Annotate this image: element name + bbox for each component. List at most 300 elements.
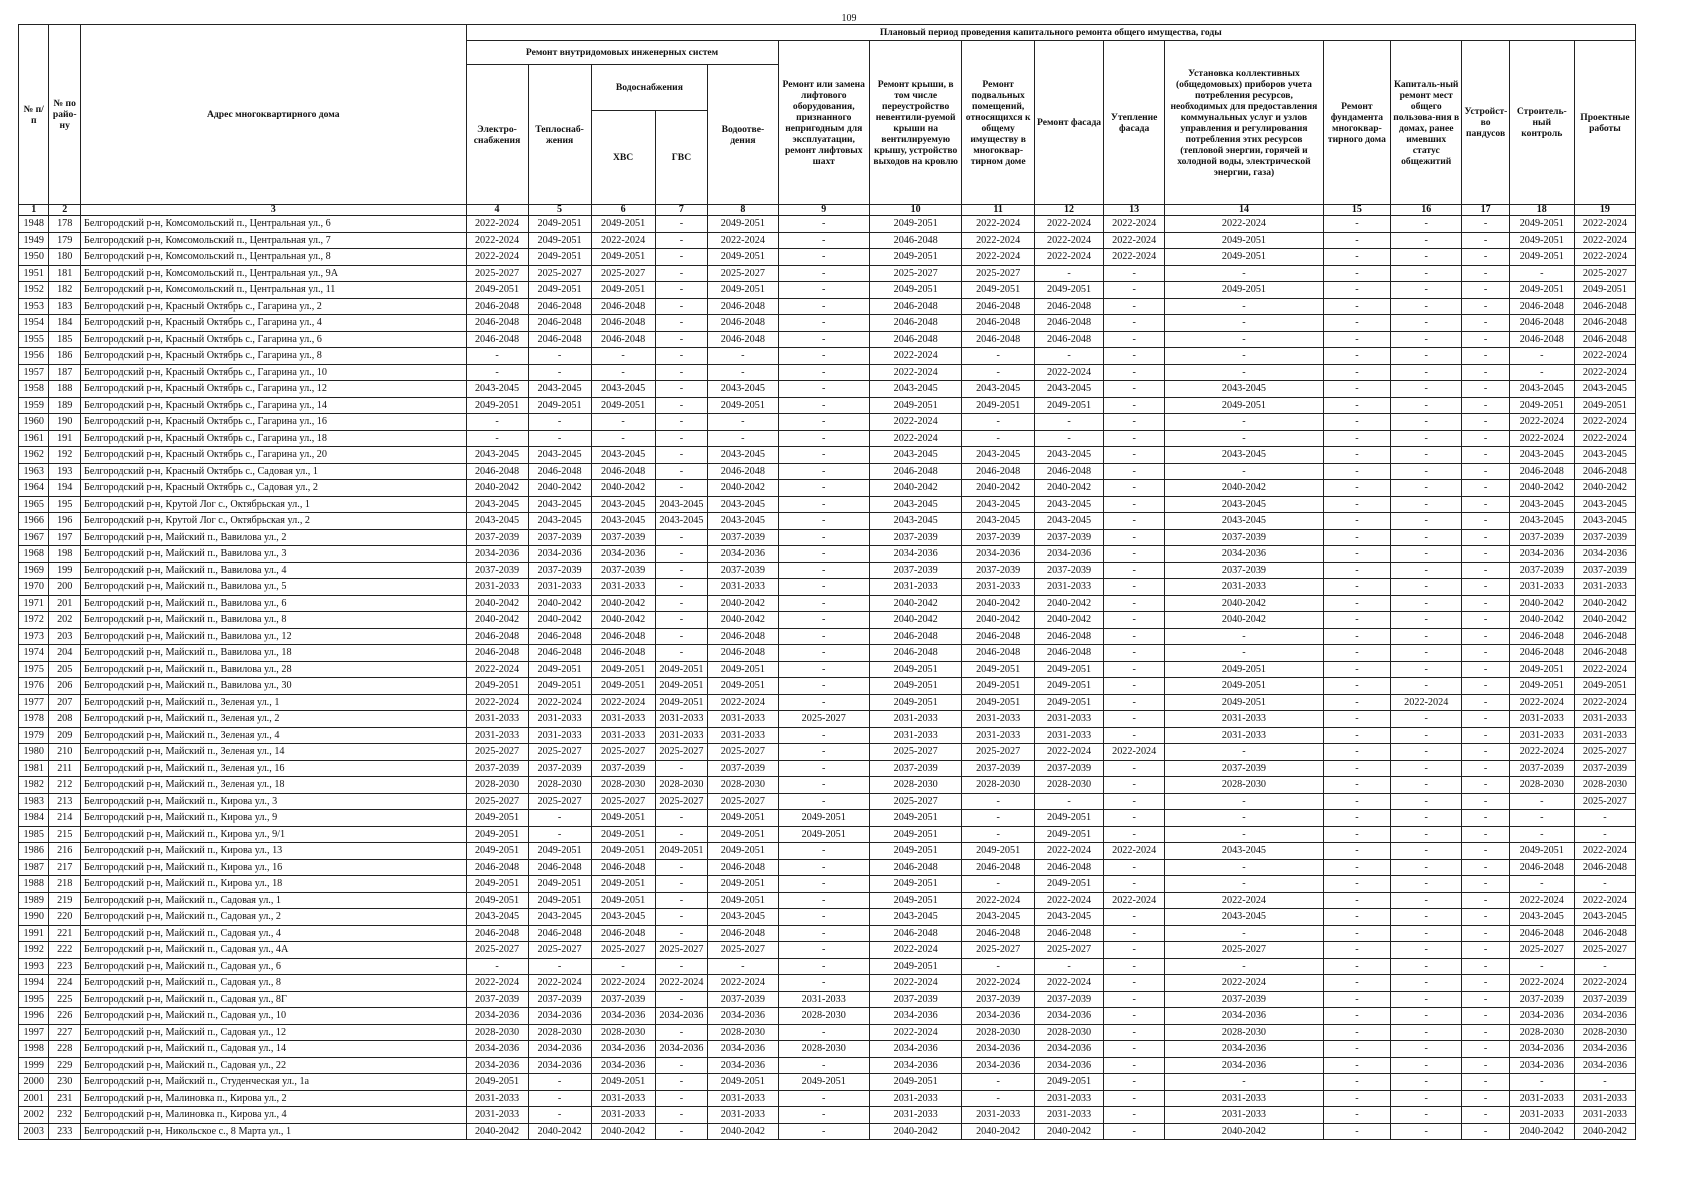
period-cell: - [1391,513,1462,530]
table-row [19,843,1636,860]
period-cell: 2040-2042 [869,612,961,629]
period-cell: - [778,942,869,959]
period-cell: 2046-2048 [528,925,591,942]
period-cell: 2049-2051 [1165,661,1324,678]
period-cell: 2025-2027 [1574,265,1635,282]
period-cell: 2049-2051 [869,282,961,299]
period-cell: - [1462,760,1509,777]
period-cell: 2043-2045 [869,513,961,530]
period-cell: 2037-2039 [869,991,961,1008]
address-cell: Белгородский р-н, Майский п., Кирова ул., 3 [80,793,466,810]
period-cell: - [528,348,591,365]
period-cell: 2025-2027 [528,942,591,959]
district-number-cell: 188 [49,381,81,398]
period-cell: 2034-2036 [869,546,961,563]
period-cell: - [1323,942,1390,959]
table-row [19,298,1636,315]
period-cell: 2049-2051 [591,892,655,909]
period-cell: 2049-2051 [466,810,528,827]
period-cell: - [655,958,708,975]
period-cell: - [1462,628,1509,645]
period-cell: - [778,595,869,612]
period-cell: 2034-2036 [869,1057,961,1074]
period-cell: - [1165,414,1324,431]
period-cell: 2049-2051 [655,661,708,678]
period-cell: 2025-2027 [466,942,528,959]
period-cell: - [778,1090,869,1107]
period-cell: 2028-2030 [708,777,778,794]
period-cell: - [1323,628,1390,645]
period-cell: 2046-2048 [1509,859,1574,876]
period-cell: 2034-2036 [1034,1041,1103,1058]
period-cell: 2025-2027 [591,744,655,761]
period-cell: - [655,529,708,546]
district-number-cell: 187 [49,364,81,381]
period-cell: 2040-2042 [1509,595,1574,612]
period-cell: - [1323,909,1390,926]
row-number-cell: 1967 [19,529,49,546]
period-cell: - [655,232,708,249]
period-cell: 2040-2042 [1165,1123,1324,1140]
row-number-cell: 1998 [19,1041,49,1058]
period-cell: 2034-2036 [591,1008,655,1025]
period-cell: - [778,612,869,629]
period-cell: - [1104,958,1165,975]
period-cell: 2022-2024 [466,661,528,678]
period-cell: - [778,628,869,645]
row-number-cell: 1966 [19,513,49,530]
period-cell: 2037-2039 [708,760,778,777]
period-cell: 2022-2024 [1104,232,1165,249]
table-row [19,925,1636,942]
period-cell: 2043-2045 [1034,381,1103,398]
period-cell: 2043-2045 [962,447,1034,464]
district-number-cell: 219 [49,892,81,909]
address-cell: Белгородский р-н, Майский п., Садовая ул., 6 [80,958,466,975]
row-number-cell: 1948 [19,216,49,233]
period-cell: 2043-2045 [528,513,591,530]
period-cell: 2046-2048 [962,315,1034,332]
period-cell: - [1391,381,1462,398]
period-cell: - [1104,1057,1165,1074]
district-number-cell: 203 [49,628,81,645]
period-cell: 2034-2036 [1165,1041,1324,1058]
period-cell: - [708,364,778,381]
period-cell: 2034-2036 [1509,546,1574,563]
period-cell: - [528,958,591,975]
period-cell: - [1323,1024,1390,1041]
period-cell: 2025-2027 [869,744,961,761]
period-cell: - [655,315,708,332]
period-cell: 2022-2024 [708,694,778,711]
period-cell: 2031-2033 [655,727,708,744]
period-cell: 2046-2048 [1034,645,1103,662]
period-cell: - [1323,315,1390,332]
period-cell: - [1391,975,1462,992]
period-cell: 2031-2033 [1034,727,1103,744]
period-cell: 2034-2036 [1574,546,1635,563]
address-cell: Белгородский р-н, Майский п., Студенческая ул., 1а [80,1074,466,1091]
period-cell: 2037-2039 [1574,529,1635,546]
period-cell: 2034-2036 [528,1008,591,1025]
period-cell: - [655,364,708,381]
period-cell: 2040-2042 [528,1123,591,1140]
period-cell: 2040-2042 [591,1123,655,1140]
period-cell: - [655,612,708,629]
period-cell: 2040-2042 [1509,480,1574,497]
period-cell: 2022-2024 [869,430,961,447]
period-cell: 2037-2039 [528,529,591,546]
header-electricity: Электро-снабжения [466,65,528,205]
period-cell: - [1462,447,1509,464]
period-cell: - [1165,925,1324,942]
period-cell: 2022-2024 [1574,892,1635,909]
period-cell: - [1462,694,1509,711]
period-cell: 2022-2024 [1104,892,1165,909]
header-district-number: № по райо-ну [49,25,81,205]
period-cell: - [528,1090,591,1107]
period-cell: - [778,282,869,299]
period-cell: 2049-2051 [655,678,708,695]
period-cell: 2046-2048 [1034,331,1103,348]
period-cell: 2046-2048 [1509,331,1574,348]
period-cell: 2049-2051 [708,810,778,827]
period-cell: 2043-2045 [708,909,778,926]
period-cell: 2031-2033 [869,711,961,728]
row-number-cell: 1955 [19,331,49,348]
period-cell: 2022-2024 [1574,249,1635,266]
period-cell: - [1574,1074,1635,1091]
period-cell: 2049-2051 [1509,397,1574,414]
district-number-cell: 183 [49,298,81,315]
period-cell: 2031-2033 [1574,579,1635,596]
period-cell: 2034-2036 [466,1057,528,1074]
period-cell: - [1104,661,1165,678]
period-cell: 2049-2051 [1574,678,1635,695]
period-cell: - [1462,612,1509,629]
address-cell: Белгородский р-н, Красный Октябрь с., Гагарина ул., 6 [80,331,466,348]
period-cell: 2046-2048 [869,925,961,942]
period-cell: - [1391,760,1462,777]
row-number-cell: 1949 [19,232,49,249]
period-cell: 2037-2039 [591,991,655,1008]
period-cell: - [1391,414,1462,431]
period-cell: 2022-2024 [869,348,961,365]
period-cell: 2022-2024 [1104,216,1165,233]
header-supervision: Строитель-ный контроль [1509,41,1574,205]
period-cell: - [1391,892,1462,909]
period-cell: - [778,265,869,282]
period-cell: 2034-2036 [466,1041,528,1058]
period-cell: - [1165,744,1324,761]
period-cell: 2034-2036 [708,1057,778,1074]
period-cell: 2040-2042 [1034,1123,1103,1140]
period-cell: 2046-2048 [1574,463,1635,480]
period-cell: - [655,1123,708,1140]
period-cell: - [1391,744,1462,761]
column-number: 3 [80,205,466,216]
period-cell: 2040-2042 [708,612,778,629]
period-cell: - [778,727,869,744]
period-cell: 2049-2051 [962,661,1034,678]
period-cell: 2034-2036 [1034,1057,1103,1074]
period-cell: - [1165,876,1324,893]
period-cell: - [1462,595,1509,612]
period-cell: 2043-2045 [869,447,961,464]
period-cell: 2049-2051 [1509,232,1574,249]
period-cell: - [778,447,869,464]
period-cell: - [1323,529,1390,546]
period-cell: - [1104,1107,1165,1124]
row-number-cell: 2001 [19,1090,49,1107]
period-cell: 2037-2039 [591,760,655,777]
period-cell: 2046-2048 [1509,645,1574,662]
row-number-cell: 1962 [19,447,49,464]
period-cell: - [1323,826,1390,843]
period-cell: 2040-2042 [1034,612,1103,629]
period-cell: 2046-2048 [1574,859,1635,876]
period-cell: - [1391,447,1462,464]
period-cell: 2049-2051 [869,397,961,414]
period-cell: 2046-2048 [528,463,591,480]
period-cell: 2043-2045 [466,909,528,926]
row-number-cell: 1988 [19,876,49,893]
period-cell: - [1323,546,1390,563]
period-cell: 2037-2039 [869,562,961,579]
district-number-cell: 228 [49,1041,81,1058]
period-cell: 2031-2033 [1034,579,1103,596]
period-cell: - [1165,826,1324,843]
period-cell: 2040-2042 [1509,1123,1574,1140]
period-cell: - [1574,810,1635,827]
period-cell: 2022-2024 [708,975,778,992]
period-cell: 2049-2051 [869,843,961,860]
address-cell: Белгородский р-н, Майский п., Садовая ул., 4А [80,942,466,959]
period-cell: 2040-2042 [591,612,655,629]
period-cell: - [962,430,1034,447]
period-cell: - [1104,282,1165,299]
period-cell: 2043-2045 [1034,447,1103,464]
address-cell: Белгородский р-н, Майский п., Вавилова ул., 2 [80,529,466,546]
address-cell: Белгородский р-н, Красный Октябрь с., Садовая ул., 1 [80,463,466,480]
period-cell: - [1462,1107,1509,1124]
column-number: 8 [708,205,778,216]
period-cell: - [778,694,869,711]
period-cell: 2028-2030 [528,777,591,794]
period-cell: 2049-2051 [528,216,591,233]
period-cell: 2049-2051 [528,892,591,909]
period-cell: 2025-2027 [1574,942,1635,959]
period-cell: 2034-2036 [591,1041,655,1058]
period-cell: 2043-2045 [708,381,778,398]
period-cell: 2046-2048 [528,628,591,645]
period-cell: 2031-2033 [528,711,591,728]
period-cell: 2043-2045 [1165,447,1324,464]
period-cell: - [1391,991,1462,1008]
period-cell: - [1323,727,1390,744]
period-cell: 2049-2051 [778,826,869,843]
period-cell: 2049-2051 [1509,249,1574,266]
period-cell: - [1165,645,1324,662]
period-cell: 2031-2033 [1165,1090,1324,1107]
period-cell: 2034-2036 [1574,1008,1635,1025]
period-cell: 2022-2024 [591,232,655,249]
district-number-cell: 216 [49,843,81,860]
table-row [19,694,1636,711]
period-cell: 2046-2048 [466,859,528,876]
period-cell: 2049-2051 [708,678,778,695]
period-cell: - [655,265,708,282]
period-cell: 2025-2027 [708,942,778,959]
period-cell: 2022-2024 [1104,843,1165,860]
period-cell: - [778,546,869,563]
district-number-cell: 205 [49,661,81,678]
period-cell: 2049-2051 [1509,282,1574,299]
period-cell: 2022-2024 [1034,249,1103,266]
period-cell: 2022-2024 [962,892,1034,909]
period-cell: - [1323,496,1390,513]
period-cell: 2031-2033 [1509,1107,1574,1124]
period-cell: - [1323,216,1390,233]
address-cell: Белгородский р-н, Красный Октябрь с., Гагарина ул., 4 [80,315,466,332]
period-cell: - [778,876,869,893]
period-cell: 2022-2024 [1574,430,1635,447]
period-cell: - [1462,661,1509,678]
period-cell: - [1391,249,1462,266]
address-cell: Белгородский р-н, Майский п., Садовая ул., 8Г [80,991,466,1008]
period-cell: 2043-2045 [1165,496,1324,513]
period-cell: 2046-2048 [466,628,528,645]
district-number-cell: 193 [49,463,81,480]
period-cell: - [466,430,528,447]
address-cell: Белгородский р-н, Майский п., Садовая ул., 14 [80,1041,466,1058]
period-cell: 2046-2048 [869,298,961,315]
period-cell: - [1323,579,1390,596]
period-cell: - [1104,562,1165,579]
district-number-cell: 199 [49,562,81,579]
period-cell: - [1391,826,1462,843]
district-number-cell: 227 [49,1024,81,1041]
district-number-cell: 202 [49,612,81,629]
period-cell: 2034-2036 [528,1041,591,1058]
period-cell: 2049-2051 [1034,661,1103,678]
period-cell: - [962,810,1034,827]
header-dormitory: Капиталь-ный ремонт мест общего пользова-ния в домах, ранее имевших статус общежитий [1391,41,1462,205]
period-cell: - [1104,496,1165,513]
period-cell: 2031-2033 [591,579,655,596]
period-cell: 2025-2027 [466,265,528,282]
table-row [19,397,1636,414]
period-cell: - [1104,678,1165,695]
period-cell: - [1323,364,1390,381]
period-cell: 2046-2048 [591,859,655,876]
period-cell: - [1165,315,1324,332]
period-cell: - [778,348,869,365]
period-cell: 2028-2030 [1509,777,1574,794]
row-number-cell: 1997 [19,1024,49,1041]
period-cell: - [1323,397,1390,414]
period-cell: 2040-2042 [1509,612,1574,629]
period-cell: 2043-2045 [1509,496,1574,513]
period-cell: - [655,826,708,843]
header-foundation: Ремонт фундамента многоквар-тирного дома [1323,41,1390,205]
period-cell: - [1323,793,1390,810]
period-cell: 2022-2024 [1574,414,1635,431]
period-cell: - [962,793,1034,810]
period-cell: - [1323,348,1390,365]
period-cell: 2049-2051 [869,678,961,695]
period-cell: 2043-2045 [869,381,961,398]
period-cell: 2037-2039 [1509,991,1574,1008]
row-number-cell: 1973 [19,628,49,645]
period-cell: - [1391,628,1462,645]
period-cell: 2025-2027 [708,744,778,761]
period-cell: 2037-2039 [962,529,1034,546]
period-cell: 2022-2024 [1509,892,1574,909]
address-cell: Белгородский р-н, Малиновка п., Кирова ул., 2 [80,1090,466,1107]
period-cell: - [778,562,869,579]
period-cell: 2043-2045 [1574,381,1635,398]
row-number-cell: 1975 [19,661,49,678]
row-number-cell: 1970 [19,579,49,596]
period-cell: - [591,958,655,975]
period-cell: 2040-2042 [466,480,528,497]
period-cell: - [1104,727,1165,744]
period-cell: 2022-2024 [466,232,528,249]
column-number: 11 [962,205,1034,216]
address-cell: Белгородский р-н, Майский п., Вавилова ул., 5 [80,579,466,596]
period-cell: 2046-2048 [962,645,1034,662]
period-cell: 2025-2027 [1034,942,1103,959]
period-cell: 2043-2045 [466,513,528,530]
period-cell: - [655,397,708,414]
period-cell: - [1323,958,1390,975]
address-cell: Белгородский р-н, Комсомольский п., Центральная ул., 8 [80,249,466,266]
period-cell: 2031-2033 [869,1107,961,1124]
period-cell: - [1034,793,1103,810]
period-cell: - [1165,810,1324,827]
period-cell: - [1323,265,1390,282]
period-cell: 2046-2048 [1509,628,1574,645]
period-cell: - [1104,711,1165,728]
row-number-cell: 1994 [19,975,49,992]
table-row [19,232,1636,249]
period-cell: - [1323,480,1390,497]
period-cell: 2031-2033 [1034,711,1103,728]
period-cell: - [1104,447,1165,464]
period-cell: - [1104,645,1165,662]
row-number-cell: 1989 [19,892,49,909]
period-cell: 2046-2048 [869,645,961,662]
period-cell: 2049-2051 [869,892,961,909]
period-cell: 2037-2039 [466,760,528,777]
table-row [19,711,1636,728]
period-cell: - [1104,595,1165,612]
period-cell: - [778,975,869,992]
period-cell: 2022-2024 [1165,975,1324,992]
address-cell: Белгородский р-н, Майский п., Кирова ул., 9 [80,810,466,827]
period-cell: 2031-2033 [528,727,591,744]
period-cell: 2046-2048 [708,645,778,662]
period-cell: 2040-2042 [869,595,961,612]
district-number-cell: 189 [49,397,81,414]
period-cell: - [655,216,708,233]
header-ramps: Устройст-во пандусов [1462,41,1509,205]
period-cell: - [1323,694,1390,711]
period-cell: 2022-2024 [869,942,961,959]
period-cell: 2049-2051 [528,661,591,678]
row-number-cell: 2002 [19,1107,49,1124]
